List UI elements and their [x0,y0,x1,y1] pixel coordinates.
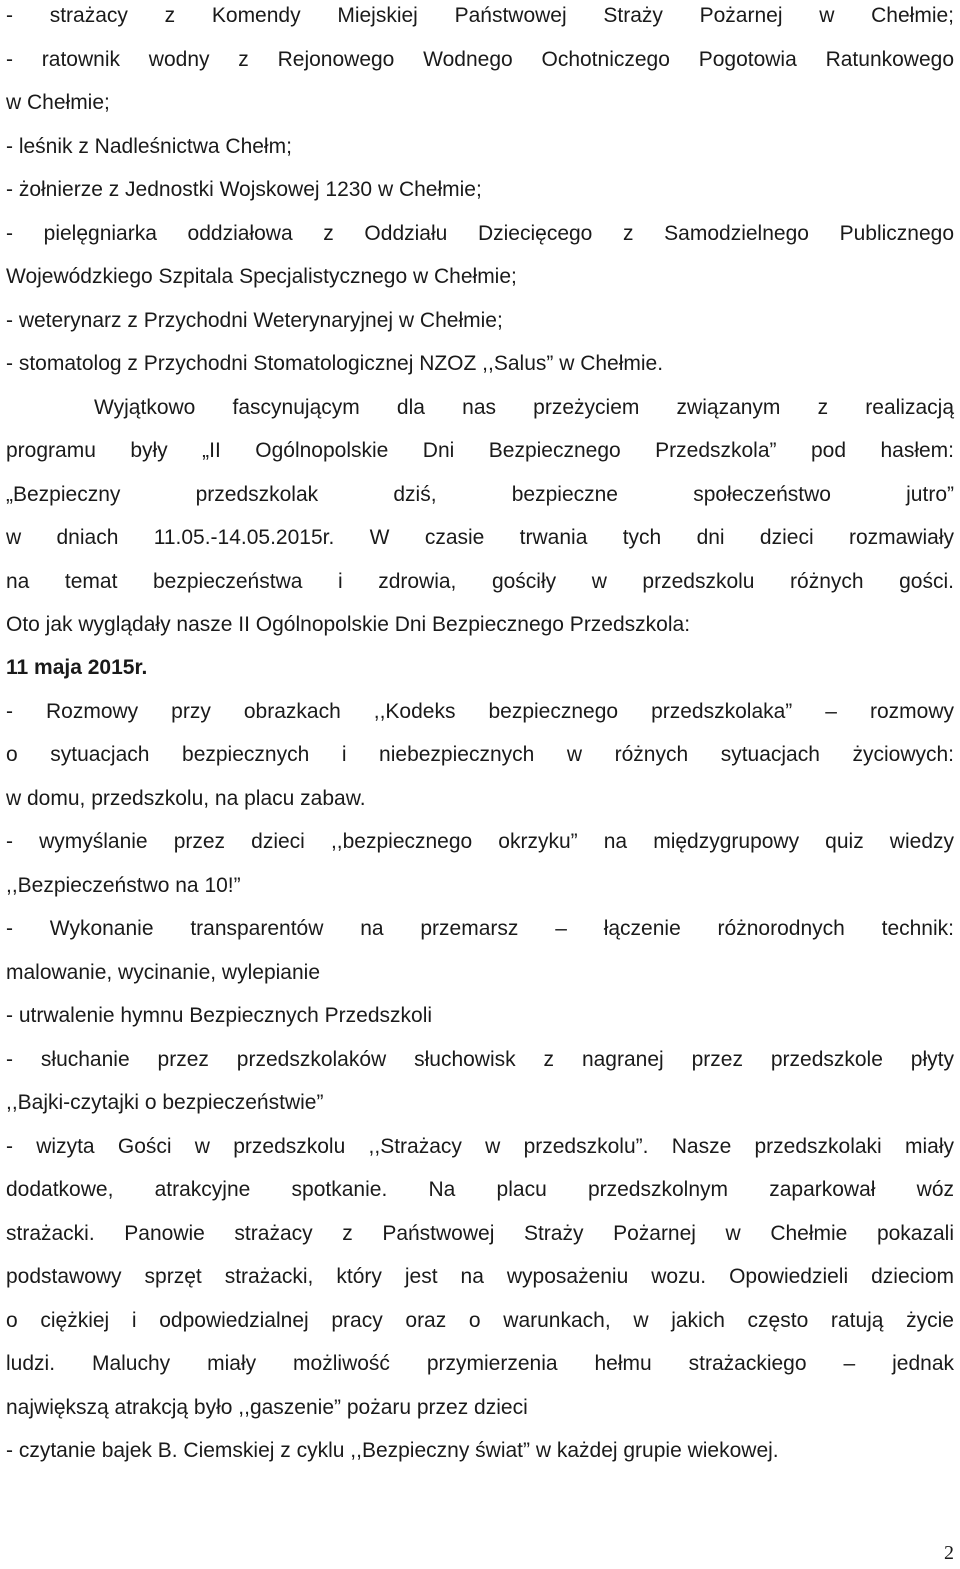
text-line: malowanie, wycinanie, wylepianie [6,961,320,984]
text-line: w domu, przedszkolu, na placu zabaw. [6,787,366,810]
text-line: - stomatolog z Przychodni Stomatologicznej NZOZ ,,Salus” w Chełmie. [6,352,664,375]
text-line: - wymyślanie przez dzieci ,,bezpiecznego okrzyku” na międzygrupowy quiz wiedzy [6,830,954,853]
date-heading: 11 maja 2015r. [6,656,148,679]
text-line: o sytuacjach bezpiecznych i niebezpiecznych w różnych sytuacjach życiowych: [6,743,954,766]
text-line: programu były „II Ogólnopolskie Dni Bezpiecznego Przedszkola” pod hasłem: [6,439,954,462]
text-line: - czytanie bajek B. Ciemskiej z cyklu ,,Bezpieczny świat” w każdej grupie wiekowej. [6,1439,779,1462]
text-line: o ciężkiej i odpowiedzialnej pracy oraz o warunkach, w jakich często ratują życie [6,1309,954,1332]
text-line: „Bezpieczny przedszkolak dziś, bezpieczne społeczeństwo jutro” [6,483,954,506]
text-line: - strażacy z Komendy Miejskiej Państwowej Straży Pożarnej w Chełmie; [6,4,954,27]
text-line: - żołnierze z Jednostki Wojskowej 1230 w Chełmie; [6,178,482,201]
text-line: - słuchanie przez przedszkolaków słuchowisk z nagranej przez przedszkole płyty [6,1048,954,1071]
text-line: - weterynarz z Przychodni Weterynaryjnej w Chełmie; [6,309,503,332]
text-line: w dniach 11.05.-14.05.2015r. W czasie trwania tych dni dzieci rozmawiały [6,526,954,549]
text-line: ,,Bajki-czytajki o bezpieczeństwie” [6,1091,324,1114]
text-line: - leśnik z Nadleśnictwa Chełm; [6,135,292,158]
text-line: Wojewódzkiego Szpitala Specjalistycznego w Chełmie; [6,265,517,288]
text-line: największą atrakcją było ,,gaszenie” pożaru przez dzieci [6,1396,528,1419]
text-line: ludzi. Maluchy miały możliwość przymierzenia hełmu strażackiego – jednak [6,1352,954,1375]
text-line: - pielęgniarka oddziałowa z Oddziału Dziecięcego z Samodzielnego Publicznego [6,222,954,245]
text-line: podstawowy sprzęt strażacki, który jest na wyposażeniu wozu. Opowiedzieli dzieciom [6,1265,954,1288]
text-line: strażacki. Panowie strażacy z Państwowej Straży Pożarnej w Chełmie pokazali [6,1222,954,1245]
text-line: Oto jak wyglądały nasze II Ogólnopolskie Dni Bezpiecznego Przedszkola: [6,613,691,636]
text-line: - ratownik wodny z Rejonowego Wodnego Ochotniczego Pogotowia Ratunkowego [6,48,954,71]
page-number: 2 [944,1542,954,1564]
text-line: - wizyta Gości w przedszkolu ,,Strażacy w przedszkolu”. Nasze przedszkolaki miały [6,1135,954,1158]
text-line: Wyjątkowo fascynującym dla nas przeżyciem związanym z realizacją [94,396,954,419]
text-line: - Rozmowy przy obrazkach ,,Kodeks bezpiecznego przedszkolaka” – rozmowy [6,700,954,723]
text-line: - utrwalenie hymnu Bezpiecznych Przedszkoli [6,1004,433,1027]
text-line: ,,Bezpieczeństwo na 10!” [6,874,241,897]
text-line: dodatkowe, atrakcyjne spotkanie. Na placu przedszkolnym zaparkował wóz [6,1178,954,1201]
text-line: - Wykonanie transparentów na przemarsz – łączenie różnorodnych technik: [6,917,954,940]
text-line: na temat bezpieczeństwa i zdrowia, gościły w przedszkolu różnych gości. [6,570,954,593]
text-line: w Chełmie; [6,91,110,114]
